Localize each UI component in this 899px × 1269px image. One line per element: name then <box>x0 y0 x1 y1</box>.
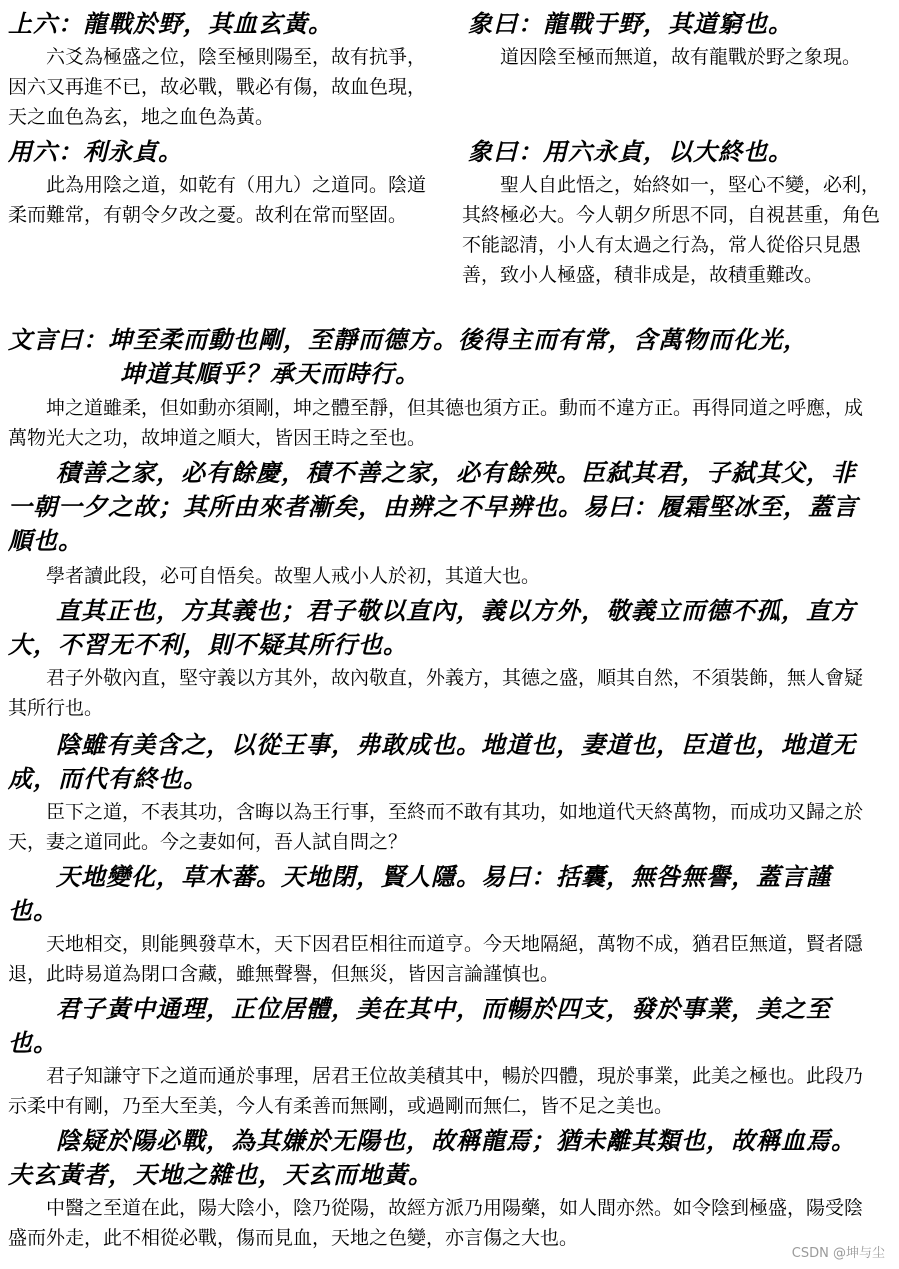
paragraph-shangliu: 六爻為極盛之位，陰至極則陽至，故有抗爭，因六又再進不已，故必戰，戰必有傷，故血色現，天之血色為玄，地之血色為黃。 <box>8 46 427 128</box>
heading-xiang-longzhan: 象曰：龍戰于野，其道窮也。 <box>468 9 793 38</box>
heading-jishan: 積善之家，必有餘慶，積不善之家，必有餘殃。臣弑其君，子弑其父，非一朝一夕之故；其所由來者漸矣，由辨之不早辨也。易曰：履霜堅冰至，蓋言順也。 <box>8 458 858 555</box>
paragraph-tiandi: 天地相交，則能興發草木，天下因君臣相往而道亨。今天地隔絕，萬物不成，猶君臣無道，賢者隱退，此時易道為閉口含藏，雖無聲譽，但無災，皆因言論謹慎也。 <box>8 933 864 985</box>
paragraph-xiang-yongliu: 聖人自此悟之，始終如一，堅心不變，必利，其終極必大。今人朝夕所思不同，自視甚重，角色不能認清，小人有太過之行為，常人從俗只見愚善，致小人極盛，積非成是，故積重難改。 <box>462 174 881 286</box>
heading-yin: 陰雖有美含之，以從王事，弗敢成也。地道也，妻道也，臣道也，地道无成，而代有終也。 <box>8 730 856 793</box>
heading-yinyi: 陰疑於陽必戰，為其嫌於无陽也，故稱龍焉；猶未離其類也，故稱血焉。夫玄黃者，天地之雜也，天玄而地黃。 <box>8 1126 856 1189</box>
heading-tiandi: 天地變化，草木蕃。天地閉，賢人隱。易曰：括囊，無咎無譽，蓋言謹也。 <box>8 862 831 925</box>
paragraph-junzi: 君子知謙守下之道而通於事理，居君王位故美積其中，暢於四體，現於事業，此美之極也。此段乃示柔中有剛，乃至大至美，今人有柔善而無剛，或過剛而無仁，皆不足之美也。 <box>8 1065 864 1117</box>
paragraph-yongliu: 此為用陰之道，如乾有（用九）之道同。陰道柔而難常，有朝令夕改之憂。故利在常而堅固。 <box>8 174 427 226</box>
heading-wenyan-line2: 坤道其順乎？承天而時行。 <box>120 359 420 388</box>
watermark: CSDN @坤与尘 <box>791 1246 885 1261</box>
heading-junzi: 君子黃中通理，正位居體，美在其中，而暢於四支，發於事業，美之至也。 <box>8 994 831 1057</box>
paragraph-xiang-longzhan: 道因陰至極而無道，故有龍戰於野之象現。 <box>500 46 862 68</box>
paragraph-wenyan: 坤之道雖柔，但如動亦須剛，坤之體至靜，但其德也須方正。動而不違方正。再得同道之呼應，成萬物光大之功，故坤道之順大，皆因王時之至也。 <box>8 397 864 449</box>
heading-wenyan-line1: 文言曰：坤至柔而動也剛，至靜而德方。後得主而有常，含萬物而化光， <box>8 325 808 354</box>
paragraph-yin: 臣下之道，不表其功，含晦以為王行事，至終而不敢有其功，如地道代天終萬物，而成功又歸之於天，妻之道同此。今之妻如何，吾人試自問之？ <box>8 801 864 853</box>
heading-zhi: 直其正也，方其義也；君子敬以直內，義以方外，敬義立而德不孤，直方大，不習无不利，則不疑其所行也。 <box>8 596 856 659</box>
heading-yongliu: 用六：利永貞。 <box>8 137 183 166</box>
paragraph-yinyi: 中醫之至道在此，陽大陰小，陰乃從陽，故經方派乃用陽藥，如人間亦然。如令陰到極盛，陽受陰盛而外走，此不相從必戰，傷而見血，天地之色變，亦言傷之大也。 <box>8 1197 864 1249</box>
paragraph-jishan: 學者讀此段，必可自悟矣。故聖人戒小人於初，其道大也。 <box>46 565 541 587</box>
paragraph-zhi: 君子外敬內直，堅守義以方其外，故內敬直，外義方，其德之盛，順其自然，不須裝飾，無人會疑其所行也。 <box>8 667 864 719</box>
heading-shangliu: 上六：龍戰於野，其血玄黃。 <box>8 9 333 38</box>
heading-xiang-yongliu: 象曰：用六永貞，以大終也。 <box>468 137 793 166</box>
